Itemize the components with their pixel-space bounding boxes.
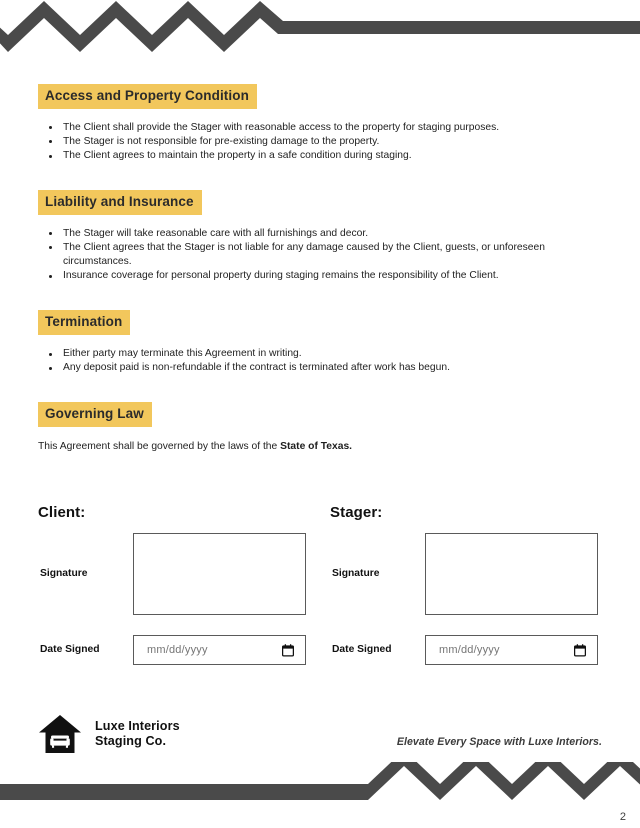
brand-line-1: Luxe Interiors — [95, 718, 180, 733]
list-item: The Client agrees that the Stager is not liable for any damage caused by the Client, guests, or unforeseen circumstances. — [38, 241, 602, 269]
section-heading: Access and Property Condition — [38, 84, 257, 109]
page-number: 2 — [619, 811, 626, 823]
calendar-icon[interactable] — [574, 644, 586, 657]
governing-law-paragraph — [38, 440, 602, 454]
section-liability-and-insurance — [38, 190, 602, 283]
list-item: Either party may terminate this Agreement in writing. — [38, 347, 602, 361]
bottom-zigzag-decoration — [0, 762, 640, 828]
section-heading: Governing Law — [38, 402, 152, 427]
client-date-placeholder: mm/dd/yyyy — [147, 644, 208, 656]
list-item: Any deposit paid is non-refundable if the contract is terminated after work has begun. — [38, 361, 602, 375]
stager-date-row — [330, 635, 608, 665]
section-access-and-property-condition — [38, 84, 602, 163]
list-item: The Stager is not responsible for pre-existing damage to the property. — [38, 135, 602, 149]
client-title: Client: — [38, 504, 86, 521]
stager-signature-row — [330, 533, 608, 617]
list-item: The Client agrees to maintain the property in a safe condition during staging. — [38, 149, 602, 163]
stager-signature-label: Signature — [332, 568, 380, 579]
stager-signature-block — [330, 504, 608, 656]
client-date-label: Date Signed — [40, 644, 100, 655]
stager-date-placeholder: mm/dd/yyyy — [439, 644, 500, 656]
bullet-list — [38, 121, 602, 164]
client-signature-label: Signature — [40, 568, 88, 579]
client-signature-input[interactable] — [133, 533, 306, 615]
brand-name — [95, 719, 180, 750]
contract-body — [38, 84, 602, 454]
paragraph-emphasis: State of Texas. — [280, 440, 353, 452]
stager-signature-input[interactable] — [425, 533, 598, 615]
list-item: Insurance coverage for personal property during staging remains the responsibility of the Client. — [38, 269, 602, 283]
section-termination — [38, 310, 602, 375]
client-date-row — [38, 635, 316, 665]
stager-date-label: Date Signed — [332, 644, 392, 655]
client-signature-block — [38, 504, 316, 656]
bullet-list — [38, 347, 602, 375]
spacer — [38, 163, 602, 190]
client-signature-row — [38, 533, 316, 617]
stager-date-input[interactable] — [425, 635, 598, 665]
section-heading: Termination — [38, 310, 130, 335]
signature-area — [38, 505, 602, 685]
paragraph-text: This Agreement shall be governed by the laws of the — [38, 440, 281, 452]
stager-title: Stager: — [330, 504, 383, 521]
list-item: The Client shall provide the Stager with reasonable access to the property for staging purposes. — [38, 121, 602, 135]
calendar-icon[interactable] — [282, 644, 294, 657]
brand-line-2: Staging Co. — [95, 734, 167, 748]
footer-tagline: Elevate Every Space with Luxe Interiors. — [396, 736, 602, 748]
bullet-list — [38, 227, 602, 284]
client-date-input[interactable] — [133, 635, 306, 665]
page-footer — [38, 712, 602, 768]
section-heading: Liability and Insurance — [38, 190, 202, 215]
spacer — [38, 283, 602, 310]
brand-lockup — [38, 712, 180, 756]
top-zigzag-decoration — [0, 0, 640, 62]
house-with-sofa-icon — [38, 712, 82, 756]
list-item: The Stager will take reasonable care with all furnishings and decor. — [38, 227, 602, 241]
spacer — [38, 375, 602, 402]
section-governing-law — [38, 402, 602, 454]
